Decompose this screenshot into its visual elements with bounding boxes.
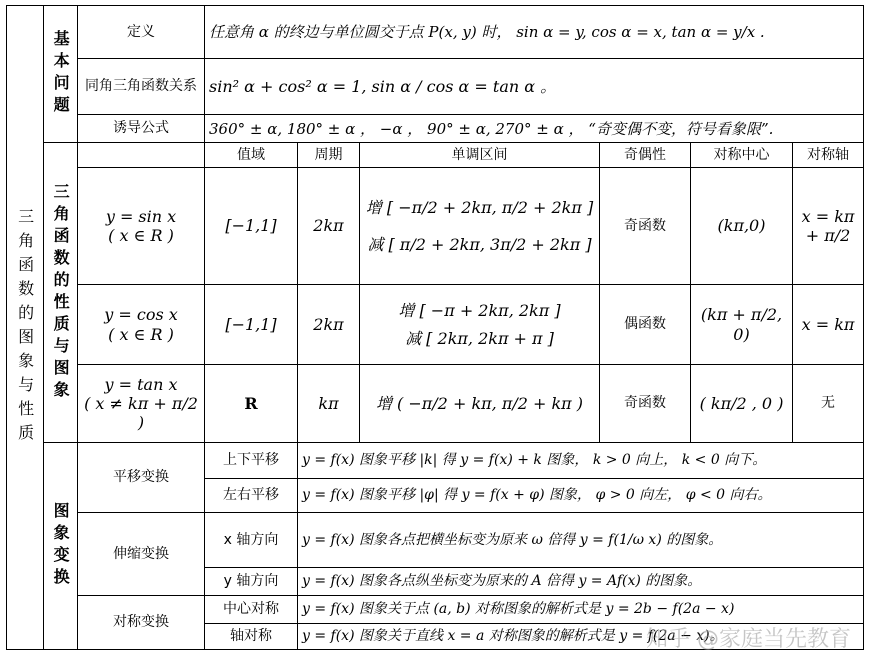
cos-mono-dec: 减 [ 2kπ, 2kπ + π ] — [405, 328, 554, 348]
header-period: 周期 — [298, 143, 360, 168]
scale-x-label: x 轴方向 — [205, 513, 298, 568]
watermark: 知乎 @家庭当先教育 — [646, 627, 851, 652]
cos-mono-inc: 增 [ −π + 2kπ, 2kπ ] — [398, 301, 561, 321]
cos-axis: x = kπ — [793, 285, 864, 365]
relation-label: 同角三角函数关系 — [78, 59, 205, 115]
tan-func-cell — [78, 365, 205, 443]
symmetry-axis-text: y = f(x) 图象关于直线 x = a 对称图象的解析式是 y = f(2a − x)。 — [298, 624, 864, 650]
sin-period: 2kπ — [298, 168, 360, 285]
definition-text: 任意角 α 的终边与单位圆交于点 P(x, y) 时， sin α = y, cos α = x, tan α = y/x . — [205, 6, 864, 59]
header-parity: 奇偶性 — [600, 143, 691, 168]
sin-mono-dec: 减 [ π/2 + 2kπ, 3π/2 + 2kπ ] — [367, 235, 592, 254]
cos-func: y = cos x — [104, 305, 178, 325]
cos-mono-cell — [360, 285, 600, 365]
main-title: 三角函数的图象与性质 — [7, 6, 44, 650]
cos-period: 2kπ — [298, 285, 360, 365]
header-monotonic: 单调区间 — [360, 143, 600, 168]
group-scale: 伸缩变换 — [78, 513, 205, 596]
sin-func: y = sin x — [105, 206, 177, 226]
group-translate: 平移变换 — [78, 443, 205, 513]
definition-label: 定义 — [78, 6, 205, 59]
translate-vertical-text: y = f(x) 图象平移 |k| 得 y = f(x) + k 图象， k > 0 向上， k < 0 向下。 — [298, 443, 864, 479]
basic-section-title: 基本问题 — [44, 6, 78, 143]
cos-range: [−1,1] — [205, 285, 298, 365]
header-axis: 对称轴 — [793, 143, 864, 168]
trig-summary-table — [6, 5, 864, 650]
group-symmetry: 对称变换 — [78, 596, 205, 650]
cos-domain: ( x ∈ R ) — [108, 324, 174, 344]
tan-domain: ( x ≠ kπ + π/2 ) — [84, 393, 198, 433]
sin-func-cell — [78, 168, 205, 285]
induction-text: 360° ± α, 180° ± α ， −α ， 90° ± α, 270° ± α ， “奇变偶不变，符号看象限”. — [205, 115, 864, 143]
tan-center: ( kπ/2 , 0 ) — [691, 365, 793, 443]
props-header-func — [78, 143, 205, 168]
tan-mono-inc: 增 ( −π/2 + kπ, π/2 + kπ ) — [375, 393, 584, 413]
induction-label: 诱导公式 — [78, 115, 205, 143]
scale-x-text: y = f(x) 图象各点把横坐标变为原来 ω 倍得 y = f(1/ω x) 的图象。 — [298, 513, 864, 568]
symmetry-center-text: y = f(x) 图象关于点 (a, b) 对称图象的解析式是 y = 2b − f(2a − x) — [298, 596, 864, 624]
tan-axis: 无 — [793, 365, 864, 443]
relation-text: sin² α + cos² α = 1, sin α / cos α = tan α 。 — [205, 59, 864, 115]
translate-horizontal-text: y = f(x) 图象平移 |φ| 得 y = f(x + φ) 图象， φ > 0 向左， φ < 0 向右。 — [298, 479, 864, 513]
scale-y-text: y = f(x) 图象各点纵坐标变为原来的 A 倍得 y = Af(x) 的图象。 — [298, 568, 864, 596]
translate-horizontal-label: 左右平移 — [205, 479, 298, 513]
header-range: 值域 — [205, 143, 298, 168]
tan-period: kπ — [298, 365, 360, 443]
sin-domain: ( x ∈ R ) — [108, 226, 174, 245]
symmetry-center-label: 中心对称 — [205, 596, 298, 624]
cos-func-cell — [78, 285, 205, 365]
cos-parity: 偶函数 — [600, 285, 691, 365]
transform-section-title: 图象变换 — [44, 443, 78, 650]
props-section-title: 三角函数的性质与图象 — [44, 143, 78, 443]
sin-axis: x = kπ + π/2 — [793, 168, 864, 285]
sin-center: (kπ,0) — [691, 168, 793, 285]
sin-range: [−1,1] — [205, 168, 298, 285]
sin-parity: 奇函数 — [600, 168, 691, 285]
cos-center: (kπ + π/2, 0) — [691, 285, 793, 365]
sin-mono-inc: 增 [ −π/2 + 2kπ, π/2 + 2kπ ] — [365, 197, 594, 217]
translate-vertical-label: 上下平移 — [205, 443, 298, 479]
scale-y-label: y 轴方向 — [205, 568, 298, 596]
symmetry-axis-label: 轴对称 — [205, 624, 298, 650]
tan-mono-cell — [360, 365, 600, 443]
header-center: 对称中心 — [691, 143, 793, 168]
tan-func: y = tan x — [104, 374, 178, 394]
tan-range: R — [205, 365, 298, 443]
sin-mono-cell — [360, 168, 600, 285]
tan-parity: 奇函数 — [600, 365, 691, 443]
